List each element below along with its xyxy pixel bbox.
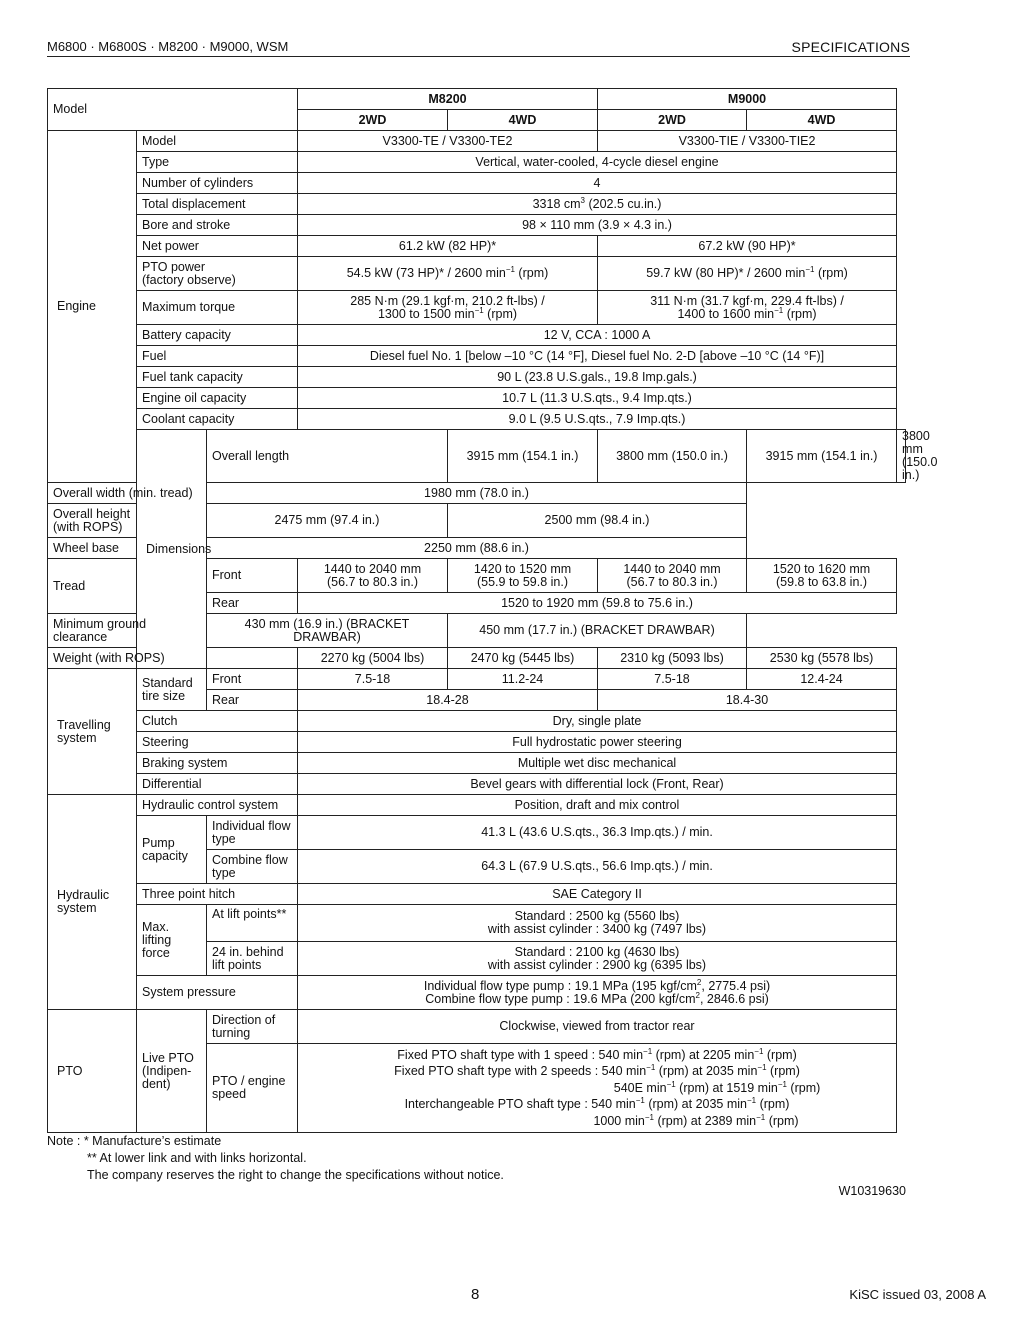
tread-label: Tread (48, 559, 137, 614)
sub-label (207, 1044, 298, 1133)
clearance-row (48, 614, 906, 648)
label-line: Combine flow (212, 852, 288, 867)
label-line: (factory observe) (142, 272, 236, 287)
row-label (137, 257, 298, 291)
document-code: W10319630 (838, 1184, 906, 1198)
battery-row (48, 325, 906, 346)
group-pto: PTO (48, 1010, 137, 1133)
row-label: Number of cylinders (137, 173, 298, 194)
value-text: , 2775.4 psi) (701, 978, 771, 993)
value-text: 3318 cm (532, 196, 581, 211)
superscript: −1 (643, 1046, 653, 1056)
label-line: PTO power (142, 259, 205, 274)
torque-m9000 (598, 291, 897, 325)
pto-speed-line (303, 1096, 891, 1113)
fuel-tank-value: 90 L (23.8 U.S.gals., 19.8 Imp.gals.) (298, 367, 897, 388)
value-text: Fixed PTO shaft type with 2 speeds : 540 min (394, 1064, 647, 1079)
net-power-m8200: 61.2 kW (82 HP)* (298, 236, 598, 257)
pump-combine-value: 64.3 L (67.9 U.S.qts., 56.6 Imp.qts.) / min. (298, 850, 897, 884)
sub-label: Front (207, 559, 298, 593)
header-doc-title: M6800 · M6800S · M8200 · M9000, WSM (47, 39, 289, 54)
superscript: −1 (747, 1096, 757, 1106)
superscript: 2 (695, 990, 700, 1000)
label-line: Standard (142, 675, 193, 690)
value-text: 59.7 kW (80 HP)* / 2600 min (646, 266, 806, 280)
value-text: (rpm) (514, 266, 549, 280)
superscript: −1 (474, 305, 484, 315)
value-text: Interchangeable PTO shaft type : 540 min (404, 1097, 636, 1112)
width-row (48, 483, 906, 504)
pump-individual-row (48, 816, 906, 850)
pump-label (137, 816, 207, 884)
length-m8200-2wd: 3915 mm (154.1 in.) (448, 430, 598, 483)
tread-front-m8200-4wd (448, 559, 598, 593)
length-m9000-2wd: 3915 mm (154.1 in.) (747, 430, 897, 483)
row-label: Clutch (137, 711, 298, 732)
value-text: (56.7 to 80.3 in.) (626, 574, 718, 589)
superscript: 3 (580, 195, 585, 205)
clearance-m8200: 430 mm (16.9 in.) (BRACKET DRAWBAR) (207, 614, 448, 648)
value-text: with assist cylinder : 3400 kg (7497 lbs) (487, 922, 707, 936)
clutch-value: Dry, single plate (298, 711, 897, 732)
row-label: Type (137, 152, 298, 173)
height-m9000: 2500 mm (98.4 in.) (448, 504, 747, 538)
engine-model-row (48, 131, 906, 152)
variant-m8200-4wd: 4WD (448, 110, 598, 131)
coolant-value: 9.0 L (9.5 U.S.qts., 7.9 Imp.qts.) (298, 409, 897, 430)
cylinders-row (48, 173, 906, 194)
issued-label: KiSC issued 03, 2008 A (849, 1287, 986, 1302)
row-label: Net power (137, 236, 298, 257)
group-weight: Weight (with ROPS) (48, 648, 298, 669)
label-line: 24 in. behind (212, 944, 284, 959)
value-text: 311 N·m (31.7 kgf·m, 229.4 ft-lbs) / (650, 293, 844, 308)
sub-label (207, 816, 298, 850)
variant-m8200-2wd: 2WD (298, 110, 448, 131)
row-label: Wheel base (48, 538, 207, 559)
value-text: , 2846.6 psi) (699, 991, 769, 1006)
differential-value: Bevel gears with differential lock (Front, Rear) (298, 774, 897, 795)
value-text: (rpm) at 2035 min (644, 1097, 747, 1112)
net-power-row (48, 236, 906, 257)
header-rule (47, 56, 910, 57)
value-text: 1000 min (593, 1113, 645, 1128)
tire-rear-m9000: 18.4-30 (598, 690, 897, 711)
model-header-row (48, 89, 906, 110)
torque-m8200 (298, 291, 598, 325)
value-text: (55.9 to 59.8 in.) (476, 574, 569, 589)
row-label: Three point hitch (137, 884, 298, 905)
value-text: with assist cylinder : 2900 kg (6395 lbs) (487, 957, 707, 972)
fuel-row (48, 346, 906, 367)
value-text: Combine flow type pump : 19.6 MPa (200 kgf/cm (425, 991, 696, 1006)
row-label: Model (137, 131, 298, 152)
weight-m8200-4wd: 2470 kg (5445 lbs) (448, 648, 598, 669)
notes (47, 1133, 504, 1184)
row-label: Braking system (137, 753, 298, 774)
row-label: Steering (137, 732, 298, 753)
value-text: (rpm) at 2389 min (654, 1113, 757, 1128)
torque-row (48, 291, 906, 325)
value-text: 54.5 kW (73 HP)* / 2600 min (346, 266, 506, 280)
value-text: 285 N·m (29.1 kgf·m, 210.2 ft-lbs) / (350, 293, 545, 308)
length-row (48, 430, 906, 483)
value-text: Fixed PTO shaft type with 1 speed : 540 min (397, 1047, 644, 1062)
label-line: Minimum ground (53, 616, 147, 631)
group-hydraulic: Hydraulic system (48, 795, 137, 1010)
page-number: 8 (471, 1286, 480, 1303)
superscript: −1 (756, 1112, 766, 1122)
value-text: (rpm) at 1519 min (675, 1080, 778, 1095)
label-line: dent) (142, 1076, 171, 1091)
header-section-title: SPECIFICATIONS (791, 39, 910, 55)
braking-row (48, 753, 906, 774)
sub-label: Rear (207, 593, 298, 614)
clutch-row (48, 711, 906, 732)
label-line: lift points (212, 957, 262, 972)
variant-m9000-4wd: 4WD (747, 110, 897, 131)
value-text: (rpm) (786, 1080, 821, 1095)
value-text: 1440 to 2040 mm (323, 561, 422, 576)
model-m9000: M9000 (598, 89, 897, 110)
lifting-at-row (48, 905, 906, 942)
engine-type-row (48, 152, 906, 173)
value-text: (rpm) (763, 1047, 797, 1062)
row-label (48, 504, 207, 538)
tread-front-m9000-4wd (747, 559, 897, 593)
lifting-behind-value (298, 942, 897, 976)
lifting-at-value (298, 905, 897, 942)
value-text: (59.8 to 63.8 in.) (776, 574, 868, 589)
sub-label (207, 850, 298, 884)
pto-speed-line (303, 1047, 891, 1064)
value-text: (rpm) (756, 1097, 790, 1112)
net-power-m9000: 67.2 kW (90 HP)* (598, 236, 897, 257)
sub-label (207, 1010, 298, 1044)
weight-row (48, 648, 906, 669)
row-label: Overall length (207, 430, 448, 483)
value-text: (rpm) at 2035 min (655, 1064, 758, 1079)
note-line: ** At lower link and with links horizontal. (87, 1151, 307, 1165)
label-line: tire size (142, 688, 186, 703)
label-line: force (142, 945, 170, 960)
fuel-value: Diesel fuel No. 1 [below –10 °C (14 °F], Diesel fuel No. 2-D [above –10 °C (14 °F)] (298, 346, 897, 367)
engine-model-m9000: V3300-TIE / V3300-TIE2 (598, 131, 897, 152)
row-label: Battery capacity (137, 325, 298, 346)
width-value: 1980 mm (78.0 in.) (207, 483, 747, 504)
label-line: type (212, 865, 236, 880)
value-text: (rpm) (814, 266, 848, 280)
pto-direction-value: Clockwise, viewed from tractor rear (298, 1010, 897, 1044)
pto-speed-value (298, 1044, 897, 1133)
label-line: speed (212, 1087, 247, 1101)
tire-label (137, 669, 207, 711)
label-line: Pump (142, 835, 175, 850)
value-text: (rpm) (483, 306, 518, 321)
steering-value: Full hydrostatic power steering (298, 732, 897, 753)
value-text: 1420 to 1520 mm (473, 561, 572, 576)
row-label: System pressure (137, 976, 298, 1010)
tire-front-m8200-2wd: 7.5-18 (298, 669, 448, 690)
group-travelling: Travelling system (48, 669, 137, 795)
clearance-m9000: 450 mm (17.7 in.) (BRACKET DRAWBAR) (448, 614, 747, 648)
label-line: type (212, 831, 236, 846)
row-label: Fuel tank capacity (137, 367, 298, 388)
differential-row (48, 774, 906, 795)
value-text: (56.7 to 80.3 in.) (326, 574, 419, 589)
height-m8200: 2475 mm (97.4 in.) (207, 504, 448, 538)
braking-value: Multiple wet disc mechanical (298, 753, 897, 774)
tire-front-m9000-2wd: 7.5-18 (598, 669, 747, 690)
sub-label: At lift points** (207, 905, 298, 942)
sub-label (207, 942, 298, 976)
label-line: Individual flow (212, 818, 291, 833)
label-line: capacity (142, 848, 188, 863)
superscript: −1 (646, 1063, 656, 1073)
value-text: 540E min (613, 1080, 667, 1095)
value-text: (rpm) (765, 1113, 799, 1128)
superscript: −1 (754, 1046, 764, 1056)
superscript: 2 (696, 977, 702, 987)
label-line: clearance (53, 629, 108, 644)
row-label: Engine oil capacity (137, 388, 298, 409)
label-line: Direction of (212, 1012, 276, 1027)
oil-value: 10.7 L (11.3 U.S.qts., 9.4 Imp.qts.) (298, 388, 897, 409)
superscript: −1 (635, 1096, 645, 1106)
value-text: Individual flow type pump : 19.1 MPa (195 kgf/cm (423, 978, 697, 993)
lifting-label (137, 905, 207, 976)
value-text: (rpm) (766, 1064, 800, 1079)
row-label: Differential (137, 774, 298, 795)
cylinders-value: 4 (298, 173, 897, 194)
pressure-value (298, 976, 897, 1010)
superscript: −1 (505, 265, 515, 274)
bore-stroke-value: 98 × 110 mm (3.9 × 4.3 in.) (298, 215, 897, 236)
value-text: 1440 to 2040 mm (623, 561, 721, 576)
oil-row (48, 388, 906, 409)
displacement-value (298, 194, 897, 215)
label-line: Live PTO (142, 1050, 194, 1065)
battery-value: 12 V, CCA : 1000 A (298, 325, 897, 346)
note-line: The company reserves the right to change the specifications without notice. (87, 1168, 504, 1182)
tire-rear-m8200: 18.4-28 (298, 690, 598, 711)
pto-speed-line (303, 1063, 891, 1080)
superscript: −1 (805, 265, 815, 274)
value-text: 1400 to 1600 min (677, 306, 775, 321)
value-text: (202.5 cu.in.) (585, 196, 662, 211)
wheelbase-value: 2250 mm (88.6 in.) (207, 538, 747, 559)
hitch-value: SAE Category II (298, 884, 897, 905)
label-line: (Indipen- (142, 1063, 192, 1078)
live-pto-label (137, 1010, 207, 1133)
label-line: Overall height (53, 506, 131, 521)
height-row (48, 504, 906, 538)
length-m9000-4wd: 3800 mm (150.0 in.) (897, 430, 906, 483)
steering-row (48, 732, 906, 753)
superscript: −1 (774, 305, 784, 315)
tread-front-m8200-2wd (298, 559, 448, 593)
tire-front-m9000-4wd: 12.4-24 (747, 669, 897, 690)
superscript: −1 (777, 1079, 787, 1089)
row-label: Fuel (137, 346, 298, 367)
row-label: Coolant capacity (137, 409, 298, 430)
pto-power-m8200 (298, 257, 598, 291)
value-text: (rpm) (783, 306, 817, 321)
model-m8200: M8200 (298, 89, 598, 110)
weight-m9000-4wd: 2530 kg (5578 lbs) (747, 648, 897, 669)
group-engine: Engine (48, 131, 137, 483)
sub-label: Rear (207, 690, 298, 711)
sub-label: Front (207, 669, 298, 690)
hydraulic-control-row (48, 795, 906, 816)
specifications-table (47, 88, 938, 1133)
pto-direction-row (48, 1010, 906, 1044)
pto-power-m9000 (598, 257, 897, 291)
value-text: 1520 to 1620 mm (772, 561, 871, 576)
superscript: −1 (757, 1063, 767, 1073)
displacement-row (48, 194, 906, 215)
length-m8200-4wd: 3800 mm (150.0 in.) (598, 430, 747, 483)
row-label: Total displacement (137, 194, 298, 215)
row-label: Maximum torque (137, 291, 298, 325)
row-label: Hydraulic control system (137, 795, 298, 816)
label-line: lifting (142, 932, 172, 947)
label-line: turning (212, 1025, 251, 1040)
row-label: Overall width (min. tread) (48, 483, 207, 504)
label-line: PTO / engine (212, 1074, 286, 1088)
tread-rear-value: 1520 to 1920 mm (59.8 to 75.6 in.) (298, 593, 897, 614)
pto-speed-line (303, 1080, 891, 1097)
weight-m9000-2wd: 2310 kg (5093 lbs) (598, 648, 747, 669)
fuel-tank-row (48, 367, 906, 388)
note-line: Note : * Manufacture’s estimate (47, 1134, 222, 1148)
tread-front-m9000-2wd (598, 559, 747, 593)
tire-front-row (48, 669, 906, 690)
label-line: (with ROPS) (53, 519, 123, 534)
bore-stroke-row (48, 215, 906, 236)
pto-speed-line (303, 1113, 891, 1130)
tire-front-m8200-4wd: 11.2-24 (448, 669, 598, 690)
value-text: Standard : 2100 kg (4630 lbs) (514, 944, 680, 959)
engine-type-value: Vertical, water-cooled, 4-cycle diesel engine (298, 152, 897, 173)
hydraulic-control-value: Position, draft and mix control (298, 795, 897, 816)
engine-model-m8200: V3300-TE / V3300-TE2 (298, 131, 598, 152)
value-text: 1300 to 1500 min (377, 306, 475, 321)
coolant-row (48, 409, 906, 430)
hitch-row (48, 884, 906, 905)
weight-m8200-2wd: 2270 kg (5004 lbs) (298, 648, 448, 669)
pump-individual-value: 41.3 L (43.6 U.S.qts., 36.3 Imp.qts.) / min. (298, 816, 897, 850)
pto-power-row (48, 257, 906, 291)
value-text: (rpm) at 2205 min (652, 1047, 755, 1062)
label-line: Max. (142, 919, 170, 934)
superscript: −1 (644, 1112, 654, 1122)
variant-m9000-2wd: 2WD (598, 110, 747, 131)
group-dimensions: Dimensions (137, 430, 207, 669)
row-label: Bore and stroke (137, 215, 298, 236)
superscript: −1 (666, 1079, 676, 1089)
value-text: Standard : 2500 kg (5560 lbs) (514, 909, 680, 923)
pressure-row (48, 976, 906, 1010)
row-label (48, 614, 207, 648)
model-header-label: Model (48, 89, 298, 131)
